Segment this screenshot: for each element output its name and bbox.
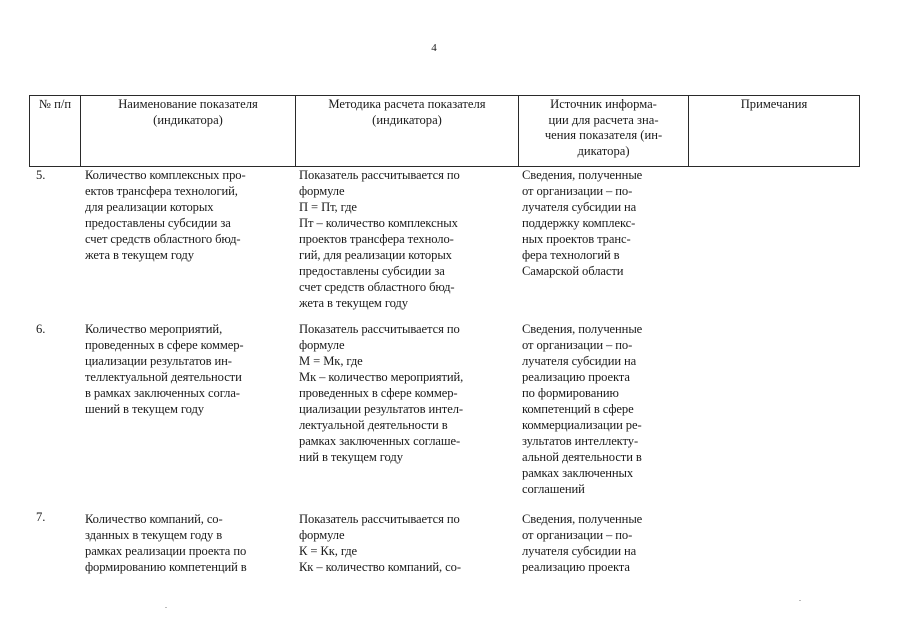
- indicator-name-line: счет средств областного бюд-: [85, 232, 241, 246]
- indicator-name-line: проведенных в сфере коммер-: [85, 338, 244, 352]
- method-line: Показатель рассчитывается по: [299, 322, 460, 336]
- indicator-name-line: жета в текущем году: [85, 248, 194, 262]
- indicator-name-line: предоставлены субсидии за: [85, 216, 231, 230]
- method-line: К = Кк, где: [299, 544, 358, 558]
- source-line: от организации – по-: [522, 338, 633, 352]
- indicator-name-line: зданных в текущем году в: [85, 528, 223, 542]
- source-line: реализацию проекта: [522, 370, 630, 384]
- header-method: [296, 97, 518, 128]
- header-num-line: № п/п: [38, 97, 72, 111]
- indicator-name-line: в рамках заключенных согла-: [85, 386, 240, 400]
- header-bottom-border: [29, 166, 859, 167]
- source-line: альной деятельности в: [522, 450, 642, 464]
- source-line: Сведения, полученные: [522, 512, 643, 526]
- row-number: 7.: [36, 510, 46, 524]
- row-number: 5.: [36, 168, 46, 182]
- source-line: от организации – по-: [522, 184, 633, 198]
- header-name-line: (индикатора): [153, 112, 223, 127]
- header-source: [519, 97, 688, 159]
- header-source-line: Источник информа-: [550, 97, 657, 111]
- method-line: счет средств областного бюд-: [299, 280, 455, 294]
- method-line: циализации результатов интел-: [299, 402, 463, 416]
- method-line: Кк – количество компаний, со-: [299, 560, 461, 574]
- method-line: жета в текущем году: [299, 296, 408, 310]
- source-line: поддержку комплекс-: [522, 216, 636, 230]
- header-name: [81, 97, 295, 128]
- source-line: реализацию проекта: [522, 560, 630, 574]
- source-line: Сведения, полученные: [522, 322, 643, 336]
- method-line: лектуальной деятельности в: [299, 418, 448, 432]
- indicator-name-line: Количество комплексных про-: [85, 168, 246, 182]
- scan-speck: [165, 607, 167, 608]
- source-line: ных проектов транс-: [522, 232, 631, 246]
- header-method-line: Методика расчета показателя: [328, 97, 486, 111]
- source-line: по формированию: [522, 386, 619, 400]
- indicator-name-line: ектов трансфера технологий,: [85, 184, 238, 198]
- method-line: формуле: [299, 338, 345, 352]
- table-top-border: [29, 95, 859, 96]
- scan-speck: [799, 600, 801, 601]
- source-line: от организации – по-: [522, 528, 633, 542]
- col-border-5: [859, 95, 860, 167]
- method-line: Показатель рассчитывается по: [299, 168, 460, 182]
- header-notes-line: Примечания: [740, 97, 808, 111]
- method-line: проведенных в сфере коммер-: [299, 386, 458, 400]
- method-line: М = Мк, где: [299, 354, 363, 368]
- source-line: лучателя субсидии на: [522, 200, 637, 214]
- source-line: Сведения, полученные: [522, 168, 643, 182]
- source-line: фера технологий в: [522, 248, 620, 262]
- indicator-name-line: Количество мероприятий,: [85, 322, 223, 336]
- source-line: компетенций в сфере: [522, 402, 634, 416]
- header-num: [30, 97, 80, 113]
- header-notes: [689, 97, 859, 113]
- header-source-line: дикатора): [577, 143, 630, 158]
- method-line: Мк – количество мероприятий,: [299, 370, 464, 384]
- method-line: гий, для реализации которых: [299, 248, 452, 262]
- method-line: ний в текущем году: [299, 450, 403, 464]
- method-line: П = Пт, где: [299, 200, 357, 214]
- header-name-line: Наименование показателя: [118, 97, 258, 111]
- method-line: Показатель рассчитывается по: [299, 512, 460, 526]
- source-line: лучателя субсидии на: [522, 354, 637, 368]
- source-line: рамках заключенных: [522, 466, 634, 480]
- indicator-name-line: шений в текущем году: [85, 402, 204, 416]
- indicator-name-line: циализации результатов ин-: [85, 354, 232, 368]
- method-line: предоставлены субсидии за: [299, 264, 445, 278]
- row-number: 6.: [36, 322, 46, 336]
- source-line: соглашений: [522, 482, 585, 496]
- method-line: проектов трансфера техноло-: [299, 232, 454, 246]
- indicator-name-line: формированию компетенций в: [85, 560, 247, 574]
- page-number: 4: [431, 42, 437, 54]
- header-source-line: ции для расчета зна-: [548, 112, 659, 127]
- source-line: коммерциализации ре-: [522, 418, 642, 432]
- method-line: формуле: [299, 528, 345, 542]
- method-line: формуле: [299, 184, 345, 198]
- indicator-name-line: рамках реализации проекта по: [85, 544, 247, 558]
- method-line: Пт – количество комплексных: [299, 216, 458, 230]
- indicator-name-line: Количество компаний, со-: [85, 512, 223, 526]
- indicator-name-line: для реализации которых: [85, 200, 214, 214]
- source-line: зультатов интеллекту-: [522, 434, 639, 448]
- method-line: рамках заключенных соглаше-: [299, 434, 461, 448]
- source-line: Самарской области: [522, 264, 624, 278]
- indicator-name-line: теллектуальной деятельности: [85, 370, 242, 384]
- source-line: лучателя субсидии на: [522, 544, 637, 558]
- header-source-line: чения показателя (ин-: [544, 128, 663, 143]
- header-method-line: (индикатора): [372, 112, 442, 127]
